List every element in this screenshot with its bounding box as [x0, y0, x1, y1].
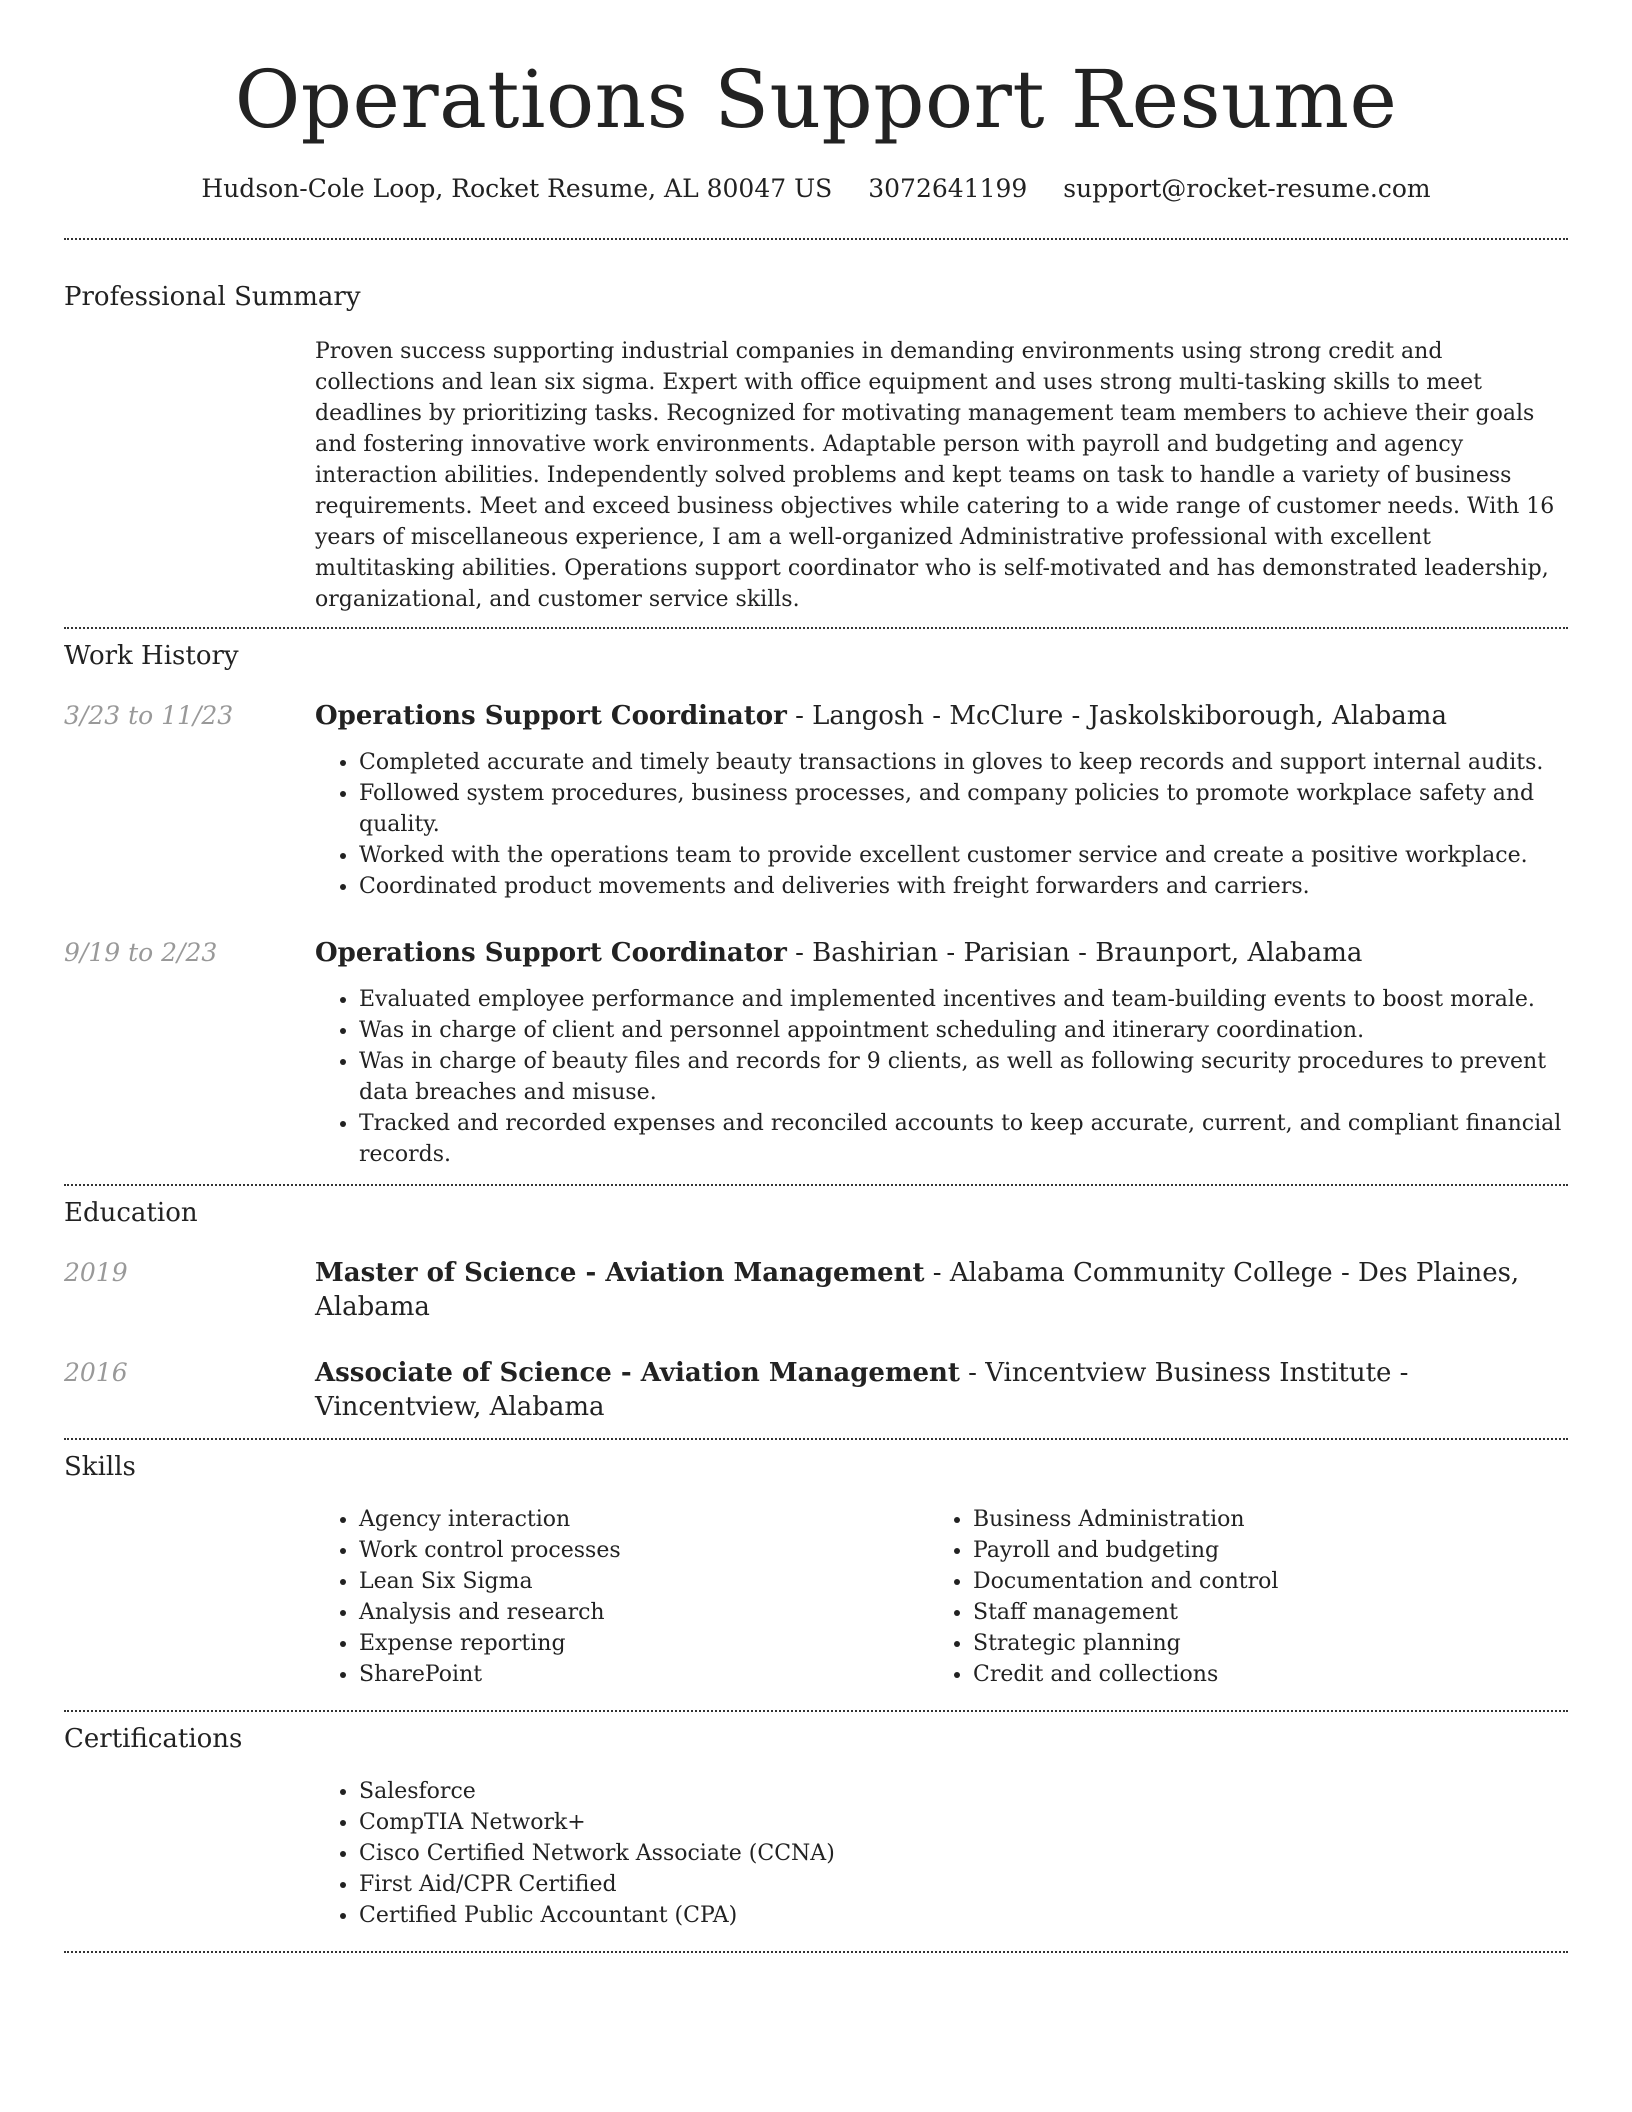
job-employer: - Bashirian - Parisian - Braunport, Alabama: [786, 938, 1363, 968]
education-year: 2016: [64, 1358, 128, 1387]
section-divider: [64, 1951, 1568, 1953]
education-details: [315, 1256, 1568, 1324]
education-section: [64, 1186, 1568, 1438]
list-item: • Business Administration: [973, 1504, 1543, 1535]
job-entry: [64, 936, 1568, 1170]
job-title-line: [315, 699, 1568, 733]
certifications-section: [64, 1712, 1568, 1951]
skills-column: [929, 1504, 1543, 1690]
job-title-line: [315, 936, 1568, 970]
list-item: • SharePoint: [359, 1659, 929, 1690]
page-title: Operations Support Resume: [234, 53, 1398, 146]
list-item: • Was in charge of beauty files and records for 9 clients, as well as following security procedures to prevent data breaches and misuse.: [359, 1046, 1568, 1108]
list-item: • Agency interaction: [359, 1504, 929, 1535]
skills-heading: Skills: [64, 1452, 136, 1482]
job-employer: - Langosh - McClure - Jaskolskiborough, Alabama: [786, 701, 1447, 731]
list-item: • Expense reporting: [359, 1628, 929, 1659]
list-item: • Strategic planning: [973, 1628, 1543, 1659]
job-dates: 3/23 to 11/23: [64, 701, 234, 730]
job-bullets: [315, 984, 1568, 1170]
list-item: • CompTIA Network+: [359, 1807, 929, 1838]
list-item: • Staff management: [973, 1597, 1543, 1628]
job-position: Operations Support Coordinator: [315, 701, 787, 731]
education-heading: Education: [64, 1198, 198, 1228]
summary-section: [64, 240, 1568, 627]
list-item: • Analysis and research: [359, 1597, 929, 1628]
education-degree: Associate of Science - Aviation Management: [315, 1358, 960, 1388]
list-item: • Credit and collections: [973, 1659, 1543, 1690]
education-entry: [64, 1356, 1568, 1424]
job-entry: [64, 699, 1568, 902]
job-body: [315, 699, 1568, 902]
list-item: • Was in charge of client and personnel appointment scheduling and itinerary coordination.: [359, 1015, 1568, 1046]
skills-bullets: [929, 1504, 1543, 1690]
job-bullets: [315, 747, 1568, 902]
list-item: • Certified Public Accountant (CPA): [359, 1900, 929, 1931]
education-entry: [64, 1256, 1568, 1324]
education-school: - Vincentview Business Institute - Vincentview, Alabama: [315, 1358, 1409, 1422]
list-item: • Evaluated employee performance and implemented incentives and team-building events to boost morale.: [359, 984, 1568, 1015]
list-item: • Documentation and control: [973, 1566, 1543, 1597]
skills-list: [315, 1504, 1568, 1690]
list-item: • Payroll and budgeting: [973, 1535, 1543, 1566]
list-item: • Worked with the operations team to provide excellent customer service and create a positive workplace.: [359, 840, 1568, 871]
education-degree: Master of Science - Aviation Management: [315, 1258, 925, 1288]
list-item: • Lean Six Sigma: [359, 1566, 929, 1597]
skills-bullets: [315, 1504, 929, 1690]
education-year: 2019: [64, 1258, 128, 1287]
contact-email: support@rocket-resume.com: [1063, 174, 1431, 203]
contact-line: [64, 172, 1568, 206]
list-item: • Tracked and recorded expenses and reconciled accounts to keep accurate, current, and compliant financial records.: [359, 1108, 1568, 1170]
list-item: • Work control processes: [359, 1535, 929, 1566]
skills-column: [315, 1504, 929, 1690]
work-history-section: [64, 629, 1568, 1184]
list-item: • Cisco Certified Network Associate (CCNA): [359, 1838, 929, 1869]
list-item: • Followed system procedures, business processes, and company policies to promote workplace safety and quality.: [359, 778, 1568, 840]
job-body: [315, 936, 1568, 1170]
list-item: • Completed accurate and timely beauty transactions in gloves to keep records and support internal audits.: [359, 747, 1568, 778]
contact-address: Hudson-Cole Loop, Rocket Resume, AL 80047 US: [201, 174, 833, 203]
education-details: [315, 1356, 1568, 1424]
certifications-column: [315, 1776, 929, 1931]
certifications-list: [315, 1776, 1568, 1931]
job-dates: 9/19 to 2/23: [64, 938, 218, 967]
list-item: • Coordinated product movements and deliveries with freight forwarders and carriers.: [359, 871, 1568, 902]
summary-heading: Professional Summary: [64, 282, 361, 312]
job-position: Operations Support Coordinator: [315, 938, 787, 968]
summary-text: Proven success supporting industrial companies in demanding environments using strong credit and collections and lean six sigma. Expert with office equipment and uses strong multi-tasking skills to meet deadlines by prioritizing tasks. Recognized for motivating management team members to achieve their goals and fostering innovative work environments. Adaptable person with payroll and budgeting and agency interaction abilities. Independently solved problems and kept teams on task to handle a variety of business requirements. Meet and exceed business objectives while catering to a wide range of customer needs. With 16 years of miscellaneous experience, I am a well-organized Administrative professional with excellent multitasking abilities. Operations support coordinator who is self-motivated and has demonstrated leadership, organizational, and customer service skills.: [315, 339, 1555, 612]
certifications-bullets: [315, 1776, 929, 1931]
education-school: - Alabama Community College - Des Plaines, Alabama: [315, 1258, 1520, 1322]
list-item: • First Aid/CPR Certified: [359, 1869, 929, 1900]
work-history-heading: Work History: [64, 641, 239, 671]
certifications-heading: Certifications: [64, 1724, 243, 1754]
list-item: • Salesforce: [359, 1776, 929, 1807]
resume-header: [64, 0, 1568, 206]
contact-phone: 3072641199: [868, 174, 1028, 203]
skills-section: [64, 1440, 1568, 1710]
